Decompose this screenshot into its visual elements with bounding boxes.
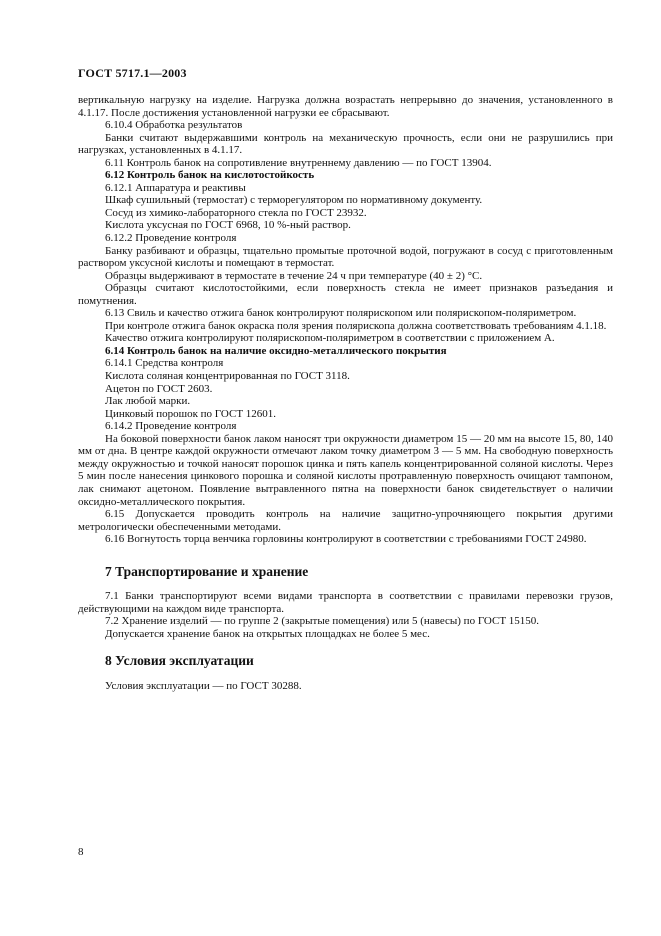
paragraph: Цинковый порошок по ГОСТ 12601. (105, 407, 277, 420)
subsection-heading: 6.14 Контроль банок на наличие оксидно-металлического покрытия (105, 344, 447, 357)
paragraph: 7.2 Хранение изделий — по группе 2 (закрытые помещения) или 5 (навесы) по ГОСТ 15150. (105, 615, 540, 628)
paragraph: 6.13 Свиль и качество отжига банок контролируют полярископом или полярископом-поляриметром. (105, 307, 577, 320)
paragraph: Образцы считают кислотостойкими, если поверхность стекла не имеет признаков разъедания и помутнения. (78, 282, 613, 307)
page-header-standard: ГОСТ 5717.1—2003 (78, 66, 187, 80)
subsection-heading: 6.12 Контроль банок на кислотостойкость (105, 169, 315, 182)
paragraph: Условия эксплуатации — по ГОСТ 30288. (105, 679, 302, 692)
paragraph: вертикальную нагрузку на изделие. Нагрузка должна возрастать непрерывно до значения, установленного в 4.1.17. После достижения установленной нагрузки ее сбрасывают. (78, 94, 613, 119)
paragraph: 6.11 Контроль банок на сопротивление внутреннему давлению — по ГОСТ 13904. (105, 156, 492, 169)
paragraph: Кислота соляная концентрированная по ГОСТ 3118. (105, 370, 350, 383)
subsection-heading: 6.12.1 Аппаратура и реактивы (105, 181, 246, 194)
section-heading-7: 7 Транспортирование и хранение (105, 563, 309, 579)
paragraph: Банки считают выдержавшими контроль на механическую прочность, если они не разрушились при нагрузках, установленных в 4.1.17. (78, 131, 613, 157)
paragraph: Качество отжига контролируют полярископом-поляриметром в соответствии с приложением А. (105, 332, 555, 345)
paragraph: Сосуд из химико-лабораторного стекла по ГОСТ 23932. (105, 206, 367, 219)
subsection-heading: 6.14.1 Средства контроля (105, 357, 224, 370)
document-body (78, 94, 613, 693)
paragraph: На боковой поверхности банок лаком наносят три окружности диаметром 15 — 20 мм на высоте 15, 80, 140 мм от дна. В центре каждой окружности отмечают лаком точку диаметром 3 — 5 мм. На свободную поверхность между окружностью и точкой наносят порошок цинка и пять капель концентрированной соляной кислоты. Через 5 мин после нанесения цинкового порошка и соляной кислоты протравленную поверхность очищают тампоном, лак снимают ацетоном. Появление вытравленного пятна на поверхности банок свидетельствует о наличии оксидно-металлического покрытия. (78, 432, 613, 508)
subsection-heading: 6.14.2 Проведение контроля (105, 420, 237, 433)
paragraph: 7.1 Банки транспортируют всеми видами транспорта в соответствии с правилами перевозки грузов, действующими на каждом виде транспорта. (78, 590, 613, 615)
paragraph: Лак любой марки. (105, 395, 191, 408)
paragraph: При контроле отжига банок окраска поля зрения полярископа должна соответствовать требованиям 4.1.18. (105, 319, 607, 332)
paragraph: Шкаф сушильный (термостат) с терморегулятором по нормативному документу. (105, 194, 483, 207)
page-number: 8 (78, 846, 84, 858)
paragraph: Кислота уксусная по ГОСТ 6968, 10 %-ный раствор. (105, 219, 351, 232)
section-heading-8: 8 Условия эксплуатации (105, 653, 254, 669)
paragraph: 6.16 Вогнутость торца венчика горловины контролируют в соответствии с требованиями ГОСТ 24980. (105, 533, 587, 546)
paragraph: Допускается хранение банок на открытых площадках не более 5 мес. (105, 627, 430, 640)
paragraph: Образцы выдерживают в термостате в течение 24 ч при температуре (40 ± 2) °С. (105, 269, 483, 282)
paragraph: Банку разбивают и образцы, тщательно промытые проточной водой, погружают в сосуд с приготовленным раствором уксусной кислоты и помещают в термостат. (78, 244, 613, 270)
subsection-heading: 6.12.2 Проведение контроля (105, 232, 237, 245)
paragraph: 6.15 Допускается проводить контроль на наличие защитно-упрочняющего покрытия другими метрологически обеспеченными методами. (78, 508, 613, 533)
subsection-heading: 6.10.4 Обработка результатов (105, 119, 243, 132)
paragraph: Ацетон по ГОСТ 2603. (105, 382, 213, 395)
